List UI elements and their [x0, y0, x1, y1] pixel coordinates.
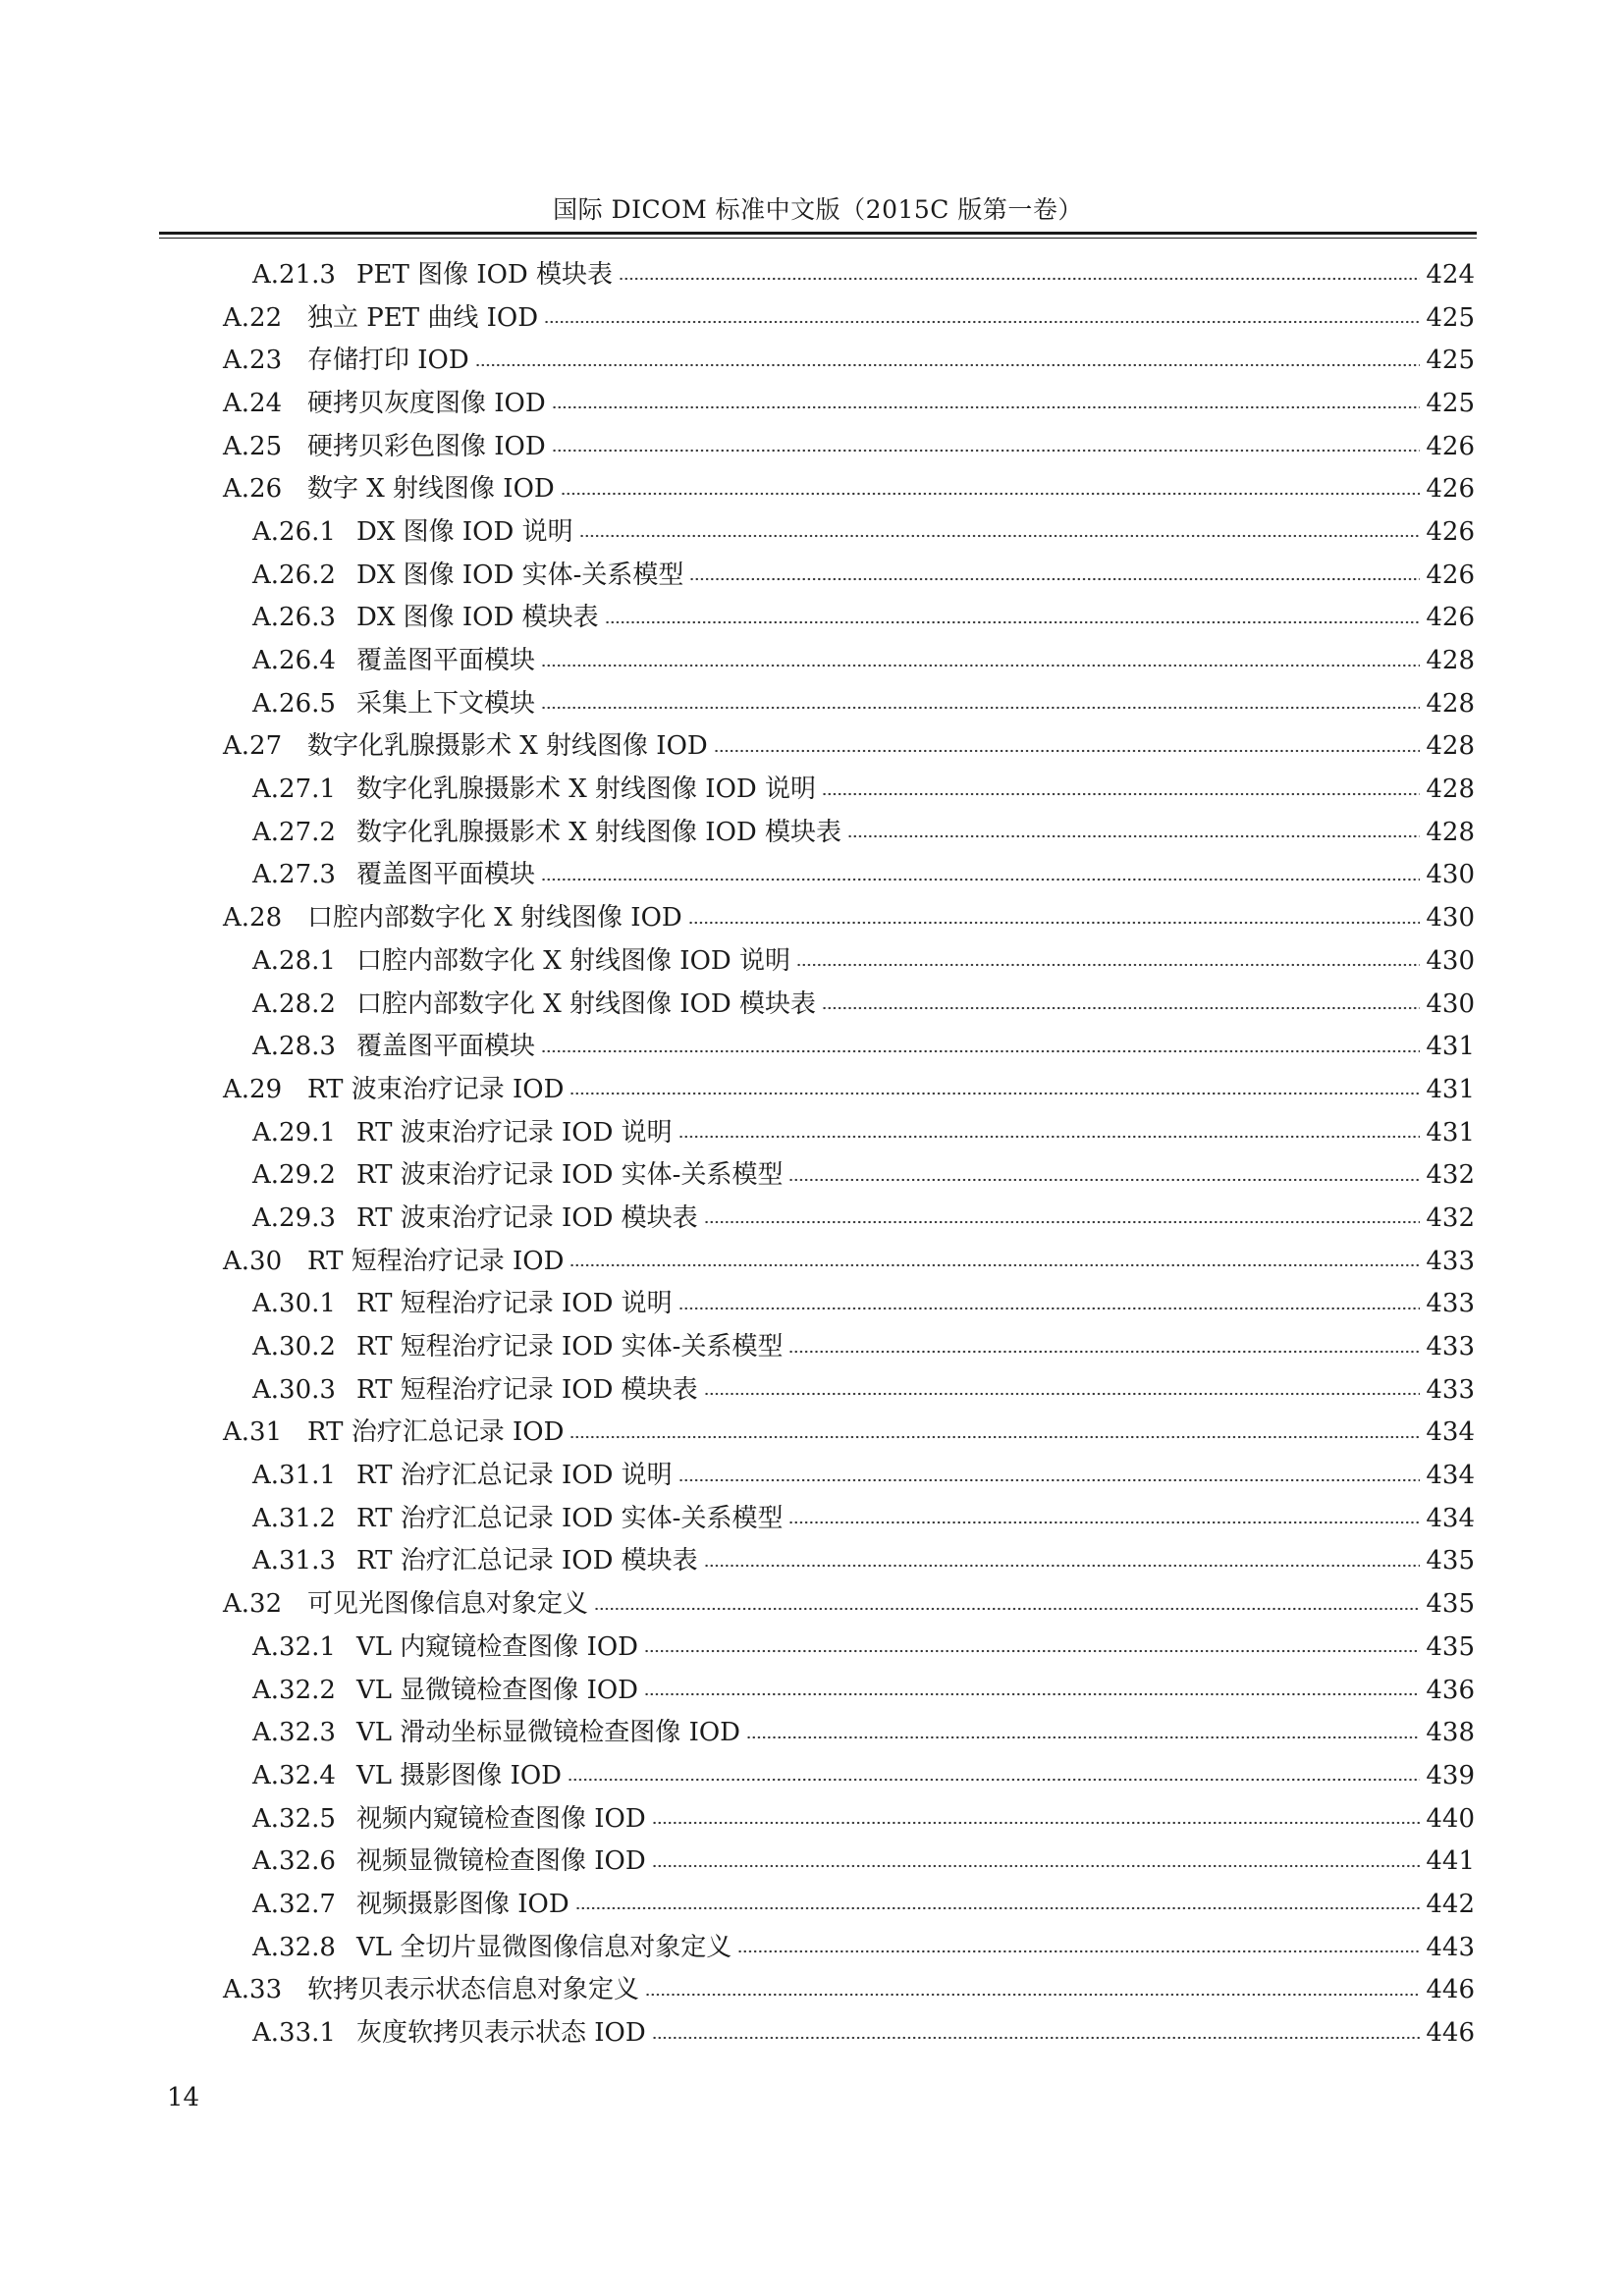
toc-entry-title: RT 波束治疗记录 IOD 说明: [356, 1117, 673, 1148]
toc-dot-leader: [541, 682, 1420, 725]
toc-entry-page: 434: [1426, 1503, 1475, 1533]
toc-entry-page: 433: [1426, 1374, 1475, 1405]
toc-entry-page: 431: [1426, 1117, 1475, 1148]
toc-entry-page: 438: [1426, 1718, 1475, 1748]
toc-entry-title: 采集上下文模块: [356, 688, 536, 719]
toc-entry-page: 433: [1426, 1246, 1475, 1276]
toc-entry-page: 433: [1426, 1289, 1475, 1319]
toc-entry-title: DX 图像 IOD 实体-关系模型: [356, 560, 684, 590]
toc-entry-page: 443: [1426, 1932, 1475, 1962]
toc-entry-number: A.33: [223, 1975, 283, 2005]
toc-entry-title: RT 治疗汇总记录 IOD 模块表: [356, 1546, 698, 1576]
toc-entry-title: RT 治疗汇总记录 IOD: [307, 1417, 565, 1448]
toc-entry[interactable]: [0, 1754, 1624, 1797]
toc-entry-page: 428: [1426, 646, 1475, 676]
toc-entry-page: 424: [1426, 259, 1475, 290]
toc-entry-number: A.32.6: [252, 1846, 336, 1877]
toc-entry[interactable]: [0, 939, 1624, 983]
header-rule-thick: [159, 232, 1477, 235]
toc-entry-title: 硬拷贝彩色图像 IOD: [307, 431, 546, 461]
toc-entry-number: A.31.2: [252, 1503, 336, 1533]
toc-entry-title: 覆盖图平面模块: [356, 1032, 536, 1062]
toc-dot-leader: [847, 811, 1420, 854]
toc-entry-number: A.28.2: [252, 988, 336, 1019]
toc-dot-leader: [541, 639, 1420, 682]
toc-entry[interactable]: [0, 639, 1624, 682]
toc-dot-leader: [688, 896, 1421, 939]
toc-entry-page: 442: [1426, 1889, 1475, 1919]
toc-entry[interactable]: [0, 1582, 1624, 1626]
toc-entry[interactable]: [0, 296, 1624, 340]
toc-dot-leader: [678, 1454, 1421, 1497]
toc-dot-leader: [619, 253, 1420, 296]
toc-entry-title: RT 波束治疗记录 IOD 实体-关系模型: [356, 1160, 784, 1191]
toc-entry-number: A.31.3: [252, 1546, 336, 1576]
toc-entry-number: A.32.3: [252, 1718, 336, 1748]
toc-entry-number: A.28.3: [252, 1032, 336, 1062]
toc-dot-leader: [689, 554, 1420, 597]
toc-entry-page: 432: [1426, 1160, 1475, 1191]
toc-dot-leader: [575, 1883, 1421, 1926]
toc-entry-page: 433: [1426, 1332, 1475, 1362]
toc-entry-title: 存储打印 IOD: [307, 346, 469, 376]
toc-entry-page: 425: [1426, 346, 1475, 376]
toc-entry-number: A.26.5: [252, 688, 336, 719]
toc-entry-number: A.31.1: [252, 1461, 336, 1491]
toc-entry-number: A.29.3: [252, 1202, 336, 1233]
toc-entry-title: PET 图像 IOD 模块表: [356, 259, 614, 290]
toc-dot-leader: [822, 768, 1420, 811]
toc-entry[interactable]: [0, 1669, 1624, 1712]
toc-entry[interactable]: [0, 554, 1624, 597]
toc-entry[interactable]: [0, 1068, 1624, 1111]
toc-entry-title: RT 短程治疗记录 IOD 实体-关系模型: [356, 1332, 784, 1362]
toc-entry-title: DX 图像 IOD 模块表: [356, 603, 599, 633]
toc-entry-number: A.32.5: [252, 1803, 336, 1834]
toc-entry-title: 口腔内部数字化 X 射线图像 IOD 说明: [356, 945, 791, 976]
toc-entry-title: 覆盖图平面模块: [356, 646, 536, 676]
toc-entry-number: A.22: [223, 302, 283, 333]
toc-dot-leader: [569, 1068, 1420, 1111]
toc-entry[interactable]: [0, 1497, 1624, 1540]
toc-entry-page: 446: [1426, 2018, 1475, 2049]
toc-entry-page: 435: [1426, 1589, 1475, 1620]
toc-entry[interactable]: [0, 425, 1624, 468]
toc-entry-number: A.29: [223, 1074, 283, 1104]
toc-entry-title: RT 短程治疗记录 IOD: [307, 1246, 565, 1276]
toc-entry-number: A.32.4: [252, 1760, 336, 1790]
toc-dot-leader: [652, 2011, 1421, 2055]
toc-entry-title: 灰度软拷贝表示状态 IOD: [356, 2018, 646, 2049]
toc-entry-number: A.27.3: [252, 860, 336, 890]
toc-entry-title: RT 波束治疗记录 IOD 模块表: [356, 1202, 698, 1233]
page-number: 14: [167, 2083, 200, 2112]
toc-entry-title: RT 短程治疗记录 IOD 模块表: [356, 1374, 698, 1405]
toc-entry[interactable]: [0, 1368, 1624, 1412]
toc-entry-title: 数字化乳腺摄影术 X 射线图像 IOD 模块表: [356, 817, 842, 847]
toc-entry-number: A.33.1: [252, 2018, 336, 2049]
toc-entry[interactable]: [0, 2011, 1624, 2055]
toc-entry-page: 441: [1426, 1846, 1475, 1877]
toc-entry-title: 独立 PET 曲线 IOD: [307, 302, 539, 333]
toc-dot-leader: [704, 1368, 1421, 1412]
toc-entry-title: 视频内窥镜检查图像 IOD: [356, 1803, 646, 1834]
toc-entry-title: 口腔内部数字化 X 射线图像 IOD: [307, 903, 682, 934]
toc-entry[interactable]: [0, 339, 1624, 382]
toc-entry[interactable]: [0, 854, 1624, 897]
page-header-title: 国际 DICOM 标准中文版（2015C 版第一卷）: [553, 195, 1083, 224]
toc-entry-title: VL 内窥镜检查图像 IOD: [356, 1631, 639, 1662]
toc-entry-title: 覆盖图平面模块: [356, 860, 536, 890]
toc-dot-leader: [561, 467, 1421, 510]
toc-dot-leader: [541, 854, 1420, 897]
toc-dot-leader: [544, 296, 1420, 340]
toc-entry[interactable]: [0, 382, 1624, 425]
toc-entry-title: VL 摄影图像 IOD: [356, 1760, 563, 1790]
toc-entry-page: 428: [1426, 774, 1475, 805]
toc-entry-page: 426: [1426, 560, 1475, 590]
toc-entry-title: 可见光图像信息对象定义: [307, 1589, 589, 1620]
toc-dot-leader: [541, 1025, 1420, 1068]
toc-entry-title: DX 图像 IOD 说明: [356, 516, 573, 547]
toc-dot-leader: [704, 1540, 1421, 1583]
toc-entry-page: 434: [1426, 1461, 1475, 1491]
toc-entry[interactable]: [0, 1240, 1624, 1283]
toc-entry-title: 口腔内部数字化 X 射线图像 IOD 模块表: [356, 988, 817, 1019]
toc-entry-page: 432: [1426, 1202, 1475, 1233]
toc-entry[interactable]: [0, 768, 1624, 811]
toc-entry-title: RT 治疗汇总记录 IOD 说明: [356, 1461, 673, 1491]
toc-entry-page: 440: [1426, 1803, 1475, 1834]
toc-entry[interactable]: [0, 1797, 1624, 1841]
toc-entry-number: A.24: [223, 388, 283, 418]
toc-entry-page: 439: [1426, 1760, 1475, 1790]
toc-entry[interactable]: [0, 1969, 1624, 2012]
toc-dot-leader: [645, 1969, 1420, 2012]
toc-entry[interactable]: [0, 253, 1624, 296]
toc-entry-number: A.26.2: [252, 560, 336, 590]
toc-entry-number: A.30.1: [252, 1289, 336, 1319]
toc-entry[interactable]: [0, 1711, 1624, 1754]
toc-entry-number: A.32: [223, 1589, 283, 1620]
toc-entry-page: 426: [1426, 431, 1475, 461]
toc-entry-title: 软拷贝表示状态信息对象定义: [307, 1975, 640, 2005]
toc-entry-number: A.32.8: [252, 1932, 336, 1962]
toc-dot-leader: [652, 1840, 1421, 1883]
toc-entry-number: A.28: [223, 903, 283, 934]
toc-entry-page: 426: [1426, 474, 1475, 505]
toc-entry-page: 430: [1426, 988, 1475, 1019]
toc-dot-leader: [714, 725, 1421, 769]
toc-dot-leader: [569, 1412, 1420, 1455]
toc-entry-number: A.25: [223, 431, 283, 461]
toc-dot-leader: [796, 939, 1420, 983]
toc-entry-number: A.21.3: [252, 259, 336, 290]
toc-dot-leader: [644, 1626, 1420, 1669]
toc-entry-number: A.28.1: [252, 945, 336, 976]
toc-entry-page: 428: [1426, 731, 1475, 762]
toc-entry-title: 视频显微镜检查图像 IOD: [356, 1846, 646, 1877]
toc-entry-page: 436: [1426, 1675, 1475, 1705]
toc-entry[interactable]: [0, 1025, 1624, 1068]
toc-dot-leader: [594, 1582, 1420, 1626]
toc-entry-number: A.27.1: [252, 774, 336, 805]
toc-entry-page: 434: [1426, 1417, 1475, 1448]
toc-dot-leader: [788, 1497, 1420, 1540]
toc-entry-page: 446: [1426, 1975, 1475, 2005]
toc-dot-leader: [746, 1711, 1420, 1754]
toc-entry[interactable]: [0, 725, 1624, 769]
toc-dot-leader: [552, 382, 1421, 425]
toc-entry-page: 430: [1426, 903, 1475, 934]
toc-entry-title: VL 全切片显微图像信息对象定义: [356, 1932, 732, 1962]
toc-entry-page: 431: [1426, 1074, 1475, 1104]
toc-entry[interactable]: [0, 1153, 1624, 1197]
toc-entry[interactable]: [0, 1412, 1624, 1455]
toc-entry-number: A.29.1: [252, 1117, 336, 1148]
toc-entry-page: 428: [1426, 817, 1475, 847]
toc-entry-page: 426: [1426, 603, 1475, 633]
toc-entry[interactable]: [0, 1111, 1624, 1154]
toc-entry-page: 431: [1426, 1032, 1475, 1062]
toc-entry-number: A.26.3: [252, 603, 336, 633]
toc-dot-leader: [579, 510, 1421, 554]
toc-entry-number: A.26: [223, 474, 283, 505]
toc-entry-number: A.27.2: [252, 817, 336, 847]
toc-dot-leader: [788, 1153, 1420, 1197]
toc-entry-title: VL 滑动坐标显微镜检查图像 IOD: [356, 1718, 741, 1748]
toc-entry[interactable]: [0, 811, 1624, 854]
toc-entry-page: 425: [1426, 388, 1475, 418]
toc-entry[interactable]: [0, 1197, 1624, 1240]
toc-dot-leader: [788, 1325, 1420, 1368]
toc-entry-title: RT 波束治疗记录 IOD: [307, 1074, 565, 1104]
toc-dot-leader: [569, 1240, 1420, 1283]
toc-entry[interactable]: [0, 1883, 1624, 1926]
toc-dot-leader: [552, 425, 1421, 468]
toc-entry[interactable]: [0, 896, 1624, 939]
toc-dot-leader: [704, 1197, 1421, 1240]
toc-dot-leader: [678, 1283, 1421, 1326]
toc-entry-page: 435: [1426, 1546, 1475, 1576]
toc-dot-leader: [605, 597, 1421, 640]
toc-entry-number: A.26.1: [252, 516, 336, 547]
toc-entry[interactable]: [0, 1540, 1624, 1583]
toc-dot-leader: [652, 1797, 1421, 1841]
toc-entry-title: 视频摄影图像 IOD: [356, 1889, 569, 1919]
toc-dot-leader: [678, 1111, 1421, 1154]
toc-entry-page: 428: [1426, 688, 1475, 719]
toc-entry-title: 硬拷贝灰度图像 IOD: [307, 388, 546, 418]
toc-entry-number: A.30.2: [252, 1332, 336, 1362]
toc-entry-number: A.32.2: [252, 1675, 336, 1705]
toc-entry-number: A.26.4: [252, 646, 336, 676]
toc-entry-page: 430: [1426, 945, 1475, 976]
toc-entry-number: A.31: [223, 1417, 283, 1448]
toc-entry[interactable]: [0, 467, 1624, 510]
toc-dot-leader: [737, 1926, 1420, 1969]
toc-entry-number: A.29.2: [252, 1160, 336, 1191]
toc-entry-title: RT 治疗汇总记录 IOD 实体-关系模型: [356, 1503, 784, 1533]
toc-entry-number: A.30: [223, 1246, 283, 1276]
toc-dot-leader: [822, 983, 1420, 1026]
toc-entry[interactable]: [0, 1283, 1624, 1326]
toc-entry[interactable]: [0, 983, 1624, 1026]
toc-entry-number: A.32.1: [252, 1631, 336, 1662]
toc-entry-number: A.30.3: [252, 1374, 336, 1405]
toc-entry-title: VL 显微镜检查图像 IOD: [356, 1675, 639, 1705]
toc-entry-number: A.23: [223, 346, 283, 376]
toc-entry-page: 426: [1426, 516, 1475, 547]
toc-entry-title: 数字 X 射线图像 IOD: [307, 474, 555, 505]
toc-entry-title: RT 短程治疗记录 IOD 说明: [356, 1289, 673, 1319]
table-of-contents: [0, 253, 1624, 2055]
toc-entry-number: A.27: [223, 731, 283, 762]
toc-entry[interactable]: [0, 1626, 1624, 1669]
toc-entry-page: 425: [1426, 302, 1475, 333]
toc-entry[interactable]: [0, 510, 1624, 554]
toc-entry[interactable]: [0, 1926, 1624, 1969]
toc-entry-page: 430: [1426, 860, 1475, 890]
toc-entry-title: 数字化乳腺摄影术 X 射线图像 IOD: [307, 731, 708, 762]
toc-entry[interactable]: [0, 682, 1624, 725]
toc-entry[interactable]: [0, 597, 1624, 640]
toc-entry[interactable]: [0, 1325, 1624, 1368]
toc-entry[interactable]: [0, 1454, 1624, 1497]
toc-entry-title: 数字化乳腺摄影术 X 射线图像 IOD 说明: [356, 774, 817, 805]
toc-dot-leader: [644, 1669, 1420, 1712]
toc-entry-page: 435: [1426, 1631, 1475, 1662]
toc-entry-number: A.32.7: [252, 1889, 336, 1919]
toc-dot-leader: [475, 339, 1421, 382]
header-rule-thin: [159, 238, 1477, 239]
toc-dot-leader: [568, 1754, 1420, 1797]
toc-entry[interactable]: [0, 1840, 1624, 1883]
